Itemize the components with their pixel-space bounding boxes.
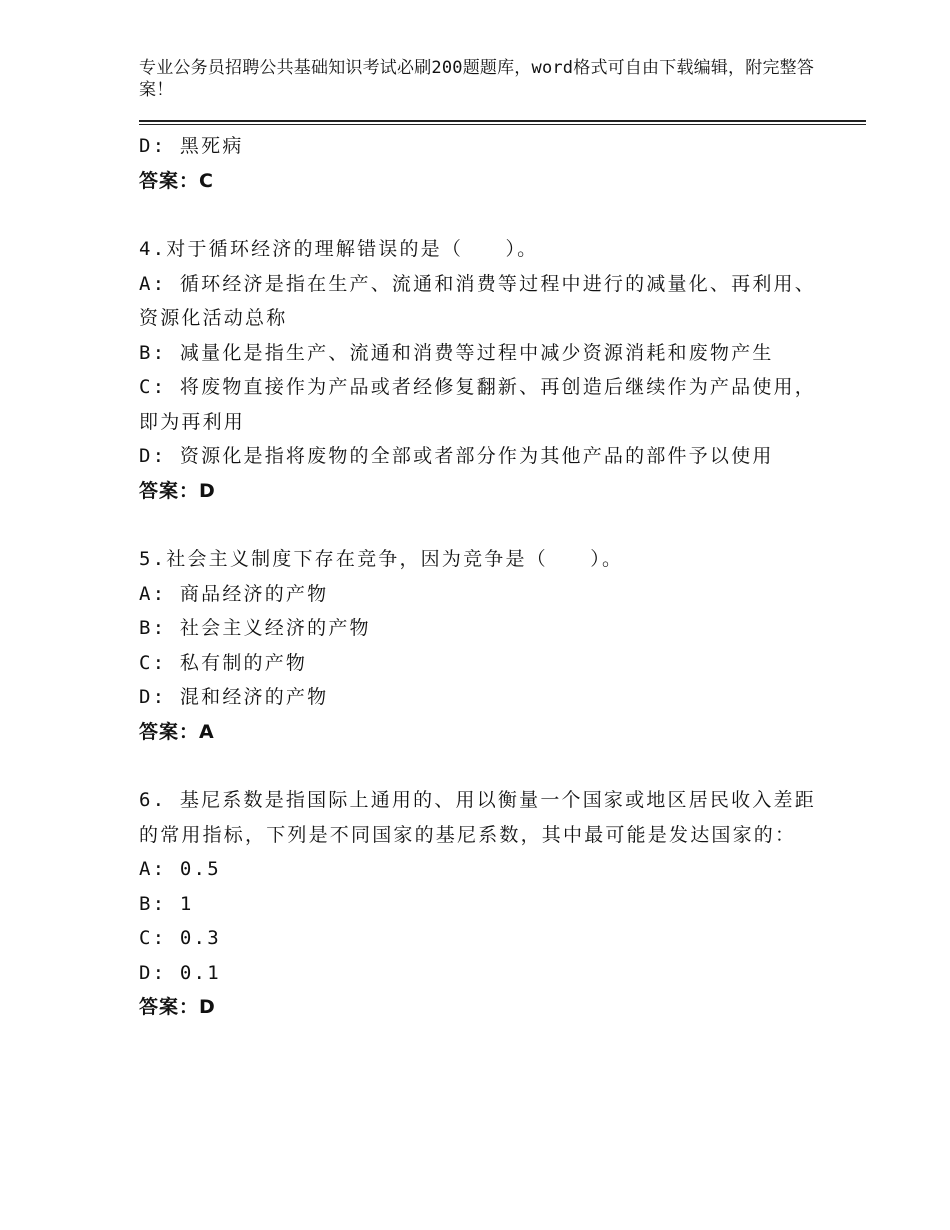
fragment-option-d: D: 黑死病 bbox=[139, 135, 244, 157]
spacer bbox=[139, 508, 819, 542]
question-5-answer: 答案：A bbox=[139, 720, 215, 743]
question-5-option-a: A: 商品经济的产物 bbox=[139, 582, 329, 605]
question-4 bbox=[139, 232, 819, 508]
question-4-option-a: A: 循环经济是指在生产、流通和消费等过程中进行的减量化、再利用、资源化活动总称 bbox=[139, 272, 816, 329]
question-4-answer: 答案：D bbox=[139, 479, 216, 502]
question-5-option-d: D: 混和经济的产物 bbox=[139, 686, 329, 708]
spacer bbox=[139, 749, 819, 783]
question-4-stem: 4.对于循环经济的理解错误的是（ ）。 bbox=[139, 238, 539, 260]
question-4-option-c: C: 将废物直接作为产品或者经修复翻新、再创造后继续作为产品使用，即为再利用 bbox=[139, 376, 816, 433]
question-6-option-a: A: 0.5 bbox=[139, 858, 221, 880]
question-5 bbox=[139, 542, 819, 749]
question-5-option-c: C: 私有制的产物 bbox=[139, 651, 308, 674]
page-header: 专业公务员招聘公共基础知识考试必刷200题题库，word格式可自由下载编辑，附完整答案！ bbox=[139, 58, 815, 100]
question-5-option-b: B: 社会主义经济的产物 bbox=[139, 617, 371, 639]
spacer bbox=[139, 198, 819, 232]
header-rule-thick bbox=[139, 120, 866, 122]
question-content bbox=[139, 129, 819, 1025]
question-6-option-d: D: 0.1 bbox=[139, 961, 221, 984]
question-6-option-b: B: 1 bbox=[139, 892, 194, 915]
question-6 bbox=[139, 783, 819, 1025]
question-6-option-c: C: 0.3 bbox=[139, 927, 221, 949]
question-5-stem: 5.社会主义制度下存在竞争，因为竞争是（ ）。 bbox=[139, 548, 624, 570]
question-6-stem: 6. 基尼系数是指国际上通用的、用以衡量一个国家或地区居民收入差距的常用指标，下列是不同国家的基尼系数，其中最可能是发达国家的： bbox=[139, 789, 816, 846]
question-4-option-b: B: 减量化是指生产、流通和消费等过程中减少资源消耗和废物产生 bbox=[139, 341, 774, 364]
question-6-answer: 答案：D bbox=[139, 996, 216, 1018]
header-rule-thin bbox=[139, 124, 866, 125]
question-4-option-d: D: 资源化是指将废物的全部或者部分作为其他产品的部件予以使用 bbox=[139, 445, 774, 467]
fragment-answer: 答案：C bbox=[139, 169, 214, 192]
